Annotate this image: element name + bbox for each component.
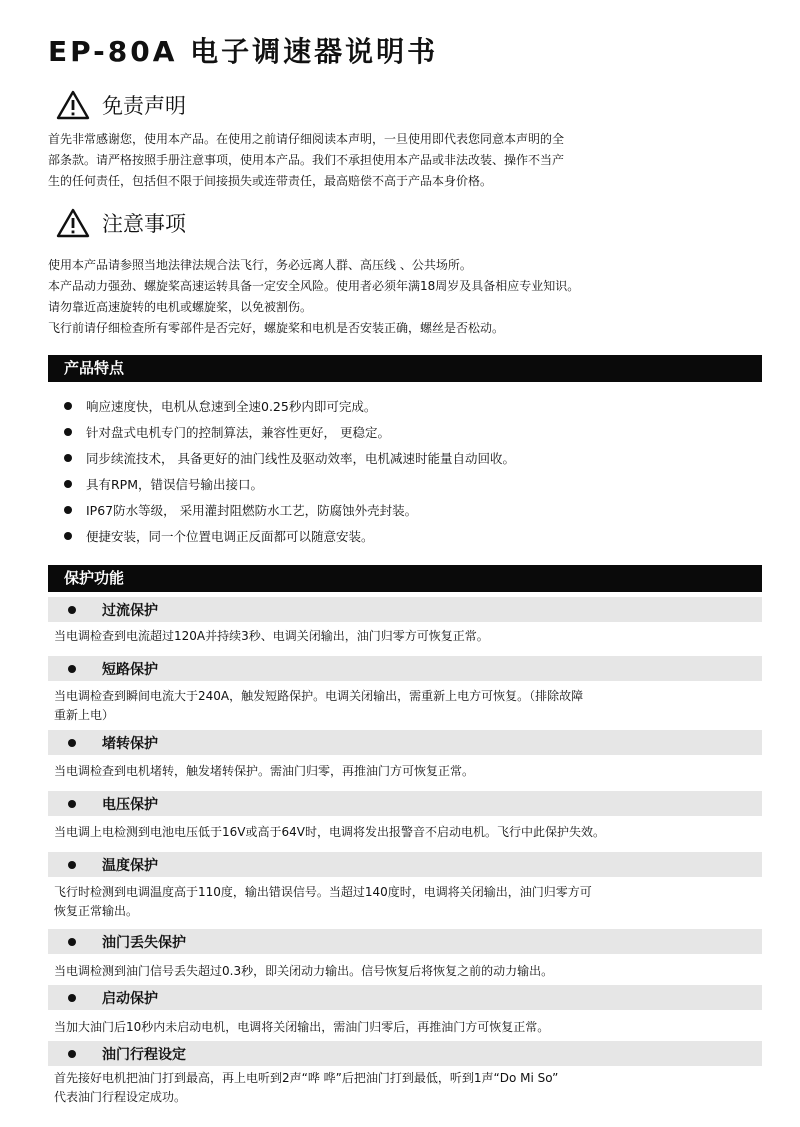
description-line: 当电调检测到油门信号丢失超过0.3秒，即关闭动力输出。信号恢复后将恢复之前的动力输出。: [54, 964, 554, 978]
protection-description: [54, 762, 766, 781]
protection-subheading: [48, 597, 762, 622]
protection-subheading: [48, 656, 762, 681]
feature-text: 同步续流技术， 具备更好的油门线性及驱动效率，电机减速时能量自动回收。: [86, 451, 515, 466]
protection-subheading: [48, 985, 762, 1010]
description-line: 当电调上电检测到电池电压低于16V或高于64V时，电调将发出报警音不启动电机。飞行中此保护失效。: [54, 825, 605, 839]
subheading-text: 油门行程设定: [102, 1046, 186, 1063]
protection-description: [54, 962, 766, 981]
description-line: 首先接好电机把油门打到最高，再上电听到2声“哗 哗”后把油门打到最低，听到1声“Do Mi So”: [54, 1071, 559, 1085]
feature-item: [64, 445, 754, 471]
notes-line: 本产品动力强劲、螺旋桨高速运转具备一定安全风险。使用者必须年满18周岁及具备相应专业知识。: [48, 279, 580, 293]
protection-description: [54, 823, 766, 842]
feature-item: [64, 471, 754, 497]
feature-item: [64, 419, 754, 445]
protection-description: [54, 883, 766, 921]
notes-text: [48, 255, 760, 339]
warning-icon: [56, 90, 90, 120]
protection-subheading: [48, 730, 762, 755]
description-line: 飞行时检测到电调温度高于110度，输出错误信号。当超过140度时，电调将关闭输出，油门归零方可: [54, 885, 592, 899]
feature-text: 响应速度快，电机从怠速到全速0.25秒内即可完成。: [86, 399, 377, 414]
disclaimer-line: 部条款。请严格按照手册注意事项，使用本产品。我们不承担使用本产品或非法改装、操作不当产: [48, 153, 565, 167]
subheading-text: 电压保护: [102, 796, 158, 813]
disclaimer-line: 首先非常感谢您，使用本产品。在使用之前请仔细阅读本声明，一旦使用即代表您同意本声明的全: [48, 132, 565, 146]
features-header: 产品特点: [48, 355, 762, 382]
description-line: 当电调检查到瞬间电流大于240A，触发短路保护。电调关闭输出，需重新上电方可恢复。（排除故障: [54, 689, 584, 703]
protection-subheading: [48, 791, 762, 816]
feature-text: 便捷安装，同一个位置电调正反面都可以随意安装。: [86, 529, 374, 544]
protection-description: [54, 687, 766, 725]
feature-text: 具有RPM，错误信号输出接口。: [86, 477, 264, 492]
disclaimer-line: 生的任何责任，包括但不限于间接损失或连带责任，最高赔偿不高于产品本身价格。: [48, 174, 493, 188]
warning-icon: [56, 208, 90, 238]
feature-item: [64, 393, 754, 419]
subheading-text: 油门丢失保护: [102, 934, 186, 951]
protection-subheading: [48, 852, 762, 877]
bullet-icon: [68, 938, 76, 946]
bullet-icon: [68, 739, 76, 747]
feature-text: 针对盘式电机专门的控制算法，兼容性更好， 更稳定。: [86, 425, 390, 440]
document-title: EP-80A 电子调速器说明书: [48, 35, 439, 68]
disclaimer-title: 免责声明: [102, 94, 186, 118]
bullet-icon: [68, 994, 76, 1002]
subheading-text: 堵转保护: [102, 735, 158, 752]
notes-line: 请勿靠近高速旋转的电机或螺旋桨，以免被割伤。: [48, 300, 313, 314]
feature-item: [64, 523, 754, 549]
description-line: 重新上电）: [54, 708, 115, 722]
notes-line: 使用本产品请参照当地法律法规合法飞行，务必远离人群、高压线 、公共场所。: [48, 258, 472, 272]
notes-line: 飞行前请仔细检查所有零部件是否完好，螺旋桨和电机是否安装正确，螺丝是否松动。: [48, 321, 505, 335]
subheading-text: 启动保护: [102, 990, 158, 1007]
description-line: 当电调检查到电机堵转，触发堵转保护。需油门归零，再推油门方可恢复正常。: [54, 764, 475, 778]
disclaimer-heading: [56, 90, 186, 120]
subheading-text: 温度保护: [102, 857, 158, 874]
bullet-icon: [68, 800, 76, 808]
notes-title: 注意事项: [102, 212, 186, 236]
subheading-text: 短路保护: [102, 661, 158, 678]
protection-description: [54, 627, 766, 646]
bullet-icon: [68, 861, 76, 869]
disclaimer-text: [48, 129, 760, 192]
notes-heading: [56, 208, 186, 238]
description-line: 当电调检查到电流超过120A并持续3秒、电调关闭输出，油门归零方可恢复正常。: [54, 629, 489, 643]
feature-item: [64, 497, 754, 523]
bullet-icon: [64, 402, 72, 410]
bullet-icon: [64, 428, 72, 436]
bullet-icon: [68, 665, 76, 673]
description-line: 代表油门行程设定成功。: [54, 1090, 187, 1104]
bullet-icon: [64, 480, 72, 488]
protection-header: 保护功能: [48, 565, 762, 592]
feature-text: IP67防水等级， 采用灌封阻燃防水工艺，防腐蚀外壳封装。: [86, 503, 418, 518]
bullet-icon: [64, 454, 72, 462]
description-line: 恢复正常输出。: [54, 904, 139, 918]
protection-subheading: [48, 929, 762, 954]
bullet-icon: [68, 1050, 76, 1058]
features-list: [64, 393, 754, 549]
description-line: 当加大油门后10秒内未启动电机，电调将关闭输出，需油门归零后，再推油门方可恢复正常。: [54, 1020, 550, 1034]
protection-description: [54, 1018, 766, 1037]
protection-description: [54, 1069, 766, 1107]
protection-subheading: [48, 1041, 762, 1066]
bullet-icon: [64, 532, 72, 540]
bullet-icon: [68, 606, 76, 614]
bullet-icon: [64, 506, 72, 514]
subheading-text: 过流保护: [102, 602, 158, 619]
